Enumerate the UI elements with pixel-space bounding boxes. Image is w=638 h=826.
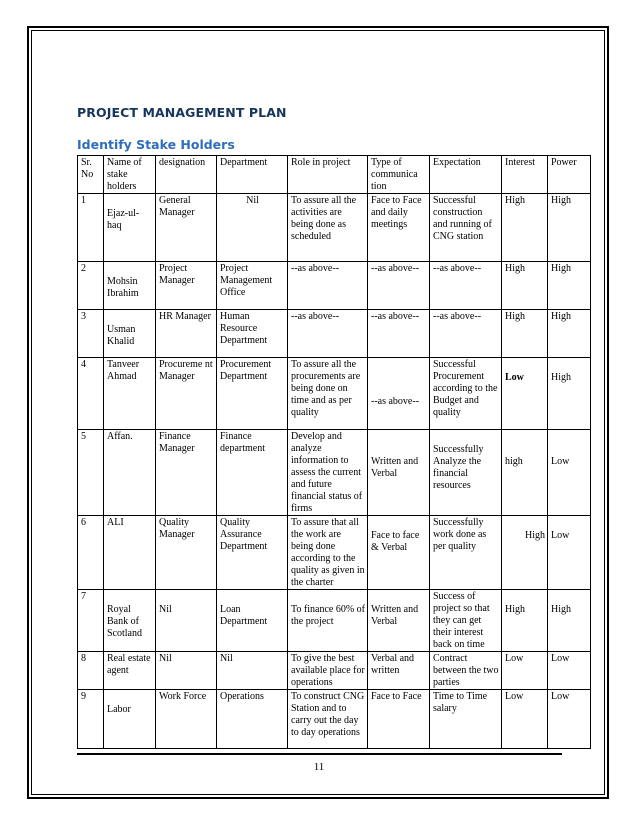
table-cell: Quality Manager [156, 516, 217, 590]
cell-text: High [551, 604, 571, 615]
cell-text: Low [505, 372, 524, 383]
table-cell: 3 [78, 310, 104, 358]
table-cell: 2 [78, 262, 104, 310]
table-cell [502, 430, 548, 516]
table-cell: 6 [78, 516, 104, 590]
header-cell: Interest [502, 156, 548, 194]
cell-text: High [551, 372, 571, 383]
table-cell: Face to Face and daily meetings [368, 194, 430, 262]
table-cell: HR Manager [156, 310, 217, 358]
cell-text: Face to face & Verbal [371, 530, 420, 553]
table-cell: Face to Face [368, 690, 430, 749]
section-heading: Identify Stake Holders [77, 137, 235, 152]
table-cell: Successful Procurement according to the Budget and quality [430, 358, 502, 430]
table-cell: Nil [217, 652, 288, 690]
table-cell: To assure that all the work are being done according to the quality as given in the charter [288, 516, 368, 590]
cell-text: Royal Bank of Scotland [107, 604, 142, 639]
cell-text: Usman Khalid [107, 324, 136, 347]
table-cell [104, 690, 156, 749]
cell-text: Labor [107, 704, 131, 715]
table-header-row [78, 156, 591, 194]
table-cell: To assure all the activities are being done as scheduled [288, 194, 368, 262]
table-cell: Contract between the two parties [430, 652, 502, 690]
table-cell [368, 590, 430, 652]
cell-text: Successfully Analyze the financial resources [433, 444, 484, 491]
table-cell: --as above-- [430, 310, 502, 358]
table-row [78, 194, 591, 262]
table-cell: High [548, 194, 591, 262]
header-cell: Expectation [430, 156, 502, 194]
table-cell [288, 590, 368, 652]
table-cell: 5 [78, 430, 104, 516]
table-cell [502, 590, 548, 652]
page-number: 11 [313, 761, 325, 773]
cell-text: high [505, 456, 523, 467]
table-row [78, 516, 591, 590]
table-cell: Time to Time salary [430, 690, 502, 749]
cell-text: Loan Department [220, 604, 268, 627]
table-cell [368, 516, 430, 590]
table-cell: 9 [78, 690, 104, 749]
table-cell: High [502, 194, 548, 262]
stakeholder-table [77, 155, 591, 749]
table-cell: Nil [217, 194, 288, 262]
cell-text: Written and Verbal [371, 604, 419, 627]
table-cell: Affan. [104, 430, 156, 516]
table-cell: Procurement Department [217, 358, 288, 430]
table-cell [104, 310, 156, 358]
table-cell: To assure all the procurements are being done on time and as per quality [288, 358, 368, 430]
table-cell: Develop and analyze information to assess the current and future financial status of firms [288, 430, 368, 516]
table-row [78, 310, 591, 358]
table-row [78, 690, 591, 749]
table-cell [548, 516, 591, 590]
cell-text: --as above-- [371, 396, 420, 407]
table-cell: Project Manager [156, 262, 217, 310]
table-cell: --as above-- [368, 310, 430, 358]
table-row [78, 262, 591, 310]
table-row [78, 652, 591, 690]
table-row [78, 358, 591, 430]
table-cell: 7 [78, 590, 104, 652]
table-cell: Project Management Office [217, 262, 288, 310]
table-cell: To construct CNG Station and to carry out the day to day operations [288, 690, 368, 749]
table-cell: Tanveer Ahmad [104, 358, 156, 430]
table-cell: Verbal and written [368, 652, 430, 690]
table-cell [368, 430, 430, 516]
table-cell: Successfully work done as per quality [430, 516, 502, 590]
table-cell [368, 358, 430, 430]
cell-text: To finance 60% of the project [291, 604, 365, 627]
table-cell: Human Resource Department [217, 310, 288, 358]
table-cell [104, 262, 156, 310]
table-cell: Nil [156, 652, 217, 690]
table-cell: Low [502, 652, 548, 690]
table-cell: 8 [78, 652, 104, 690]
table-cell: Finance Manager [156, 430, 217, 516]
table-cell [430, 430, 502, 516]
cell-text: Nil [159, 604, 172, 615]
header-cell: Sr. No [78, 156, 104, 194]
cell-text: Low [551, 456, 570, 467]
cell-text: Written and Verbal [371, 456, 419, 479]
table-cell [502, 516, 548, 590]
cell-text: Low [551, 530, 570, 541]
table-cell: High [548, 310, 591, 358]
table-cell [548, 430, 591, 516]
table-cell: Low [548, 690, 591, 749]
table-cell: Work Force [156, 690, 217, 749]
header-cell: Department [217, 156, 288, 194]
table-cell: Successful construction and running of CNG station [430, 194, 502, 262]
table-cell [217, 590, 288, 652]
cell-text: High [525, 530, 545, 541]
header-cell: Name of stake holders [104, 156, 156, 194]
table-row [78, 590, 591, 652]
table-cell: To give the best available place for operations [288, 652, 368, 690]
cell-text: Mohsin Ibrahim [107, 276, 139, 299]
table-cell: Procureme nt Manager [156, 358, 217, 430]
table-cell [104, 194, 156, 262]
cell-text: Ejaz-ul-haq [107, 208, 140, 231]
table-cell: High [502, 262, 548, 310]
table-cell [548, 358, 591, 430]
table-cell: --as above-- [288, 262, 368, 310]
table-cell: --as above-- [430, 262, 502, 310]
header-cell: Type of communica tion [368, 156, 430, 194]
table-cell: --as above-- [368, 262, 430, 310]
cell-text: High [505, 604, 525, 615]
footer-rule [77, 753, 562, 755]
table-cell: High [502, 310, 548, 358]
table-cell: ALI [104, 516, 156, 590]
table-cell: Operations [217, 690, 288, 749]
table-cell: Low [548, 652, 591, 690]
header-cell: designation [156, 156, 217, 194]
table-cell: 1 [78, 194, 104, 262]
table-cell: Low [502, 690, 548, 749]
table-cell: High [548, 262, 591, 310]
table-cell: 4 [78, 358, 104, 430]
table-cell: Real estate agent [104, 652, 156, 690]
table-cell: Quality Assurance Department [217, 516, 288, 590]
document-title: PROJECT MANAGEMENT PLAN [77, 105, 287, 120]
table-cell [548, 590, 591, 652]
header-cell: Power [548, 156, 591, 194]
table-cell: Finance department [217, 430, 288, 516]
table-cell: --as above-- [288, 310, 368, 358]
table-cell [104, 590, 156, 652]
table-row [78, 430, 591, 516]
table-cell [156, 590, 217, 652]
header-cell: Role in project [288, 156, 368, 194]
table-cell: Success of project so that they can get their interest back on time [430, 590, 502, 652]
table-cell: General Manager [156, 194, 217, 262]
table-cell [502, 358, 548, 430]
